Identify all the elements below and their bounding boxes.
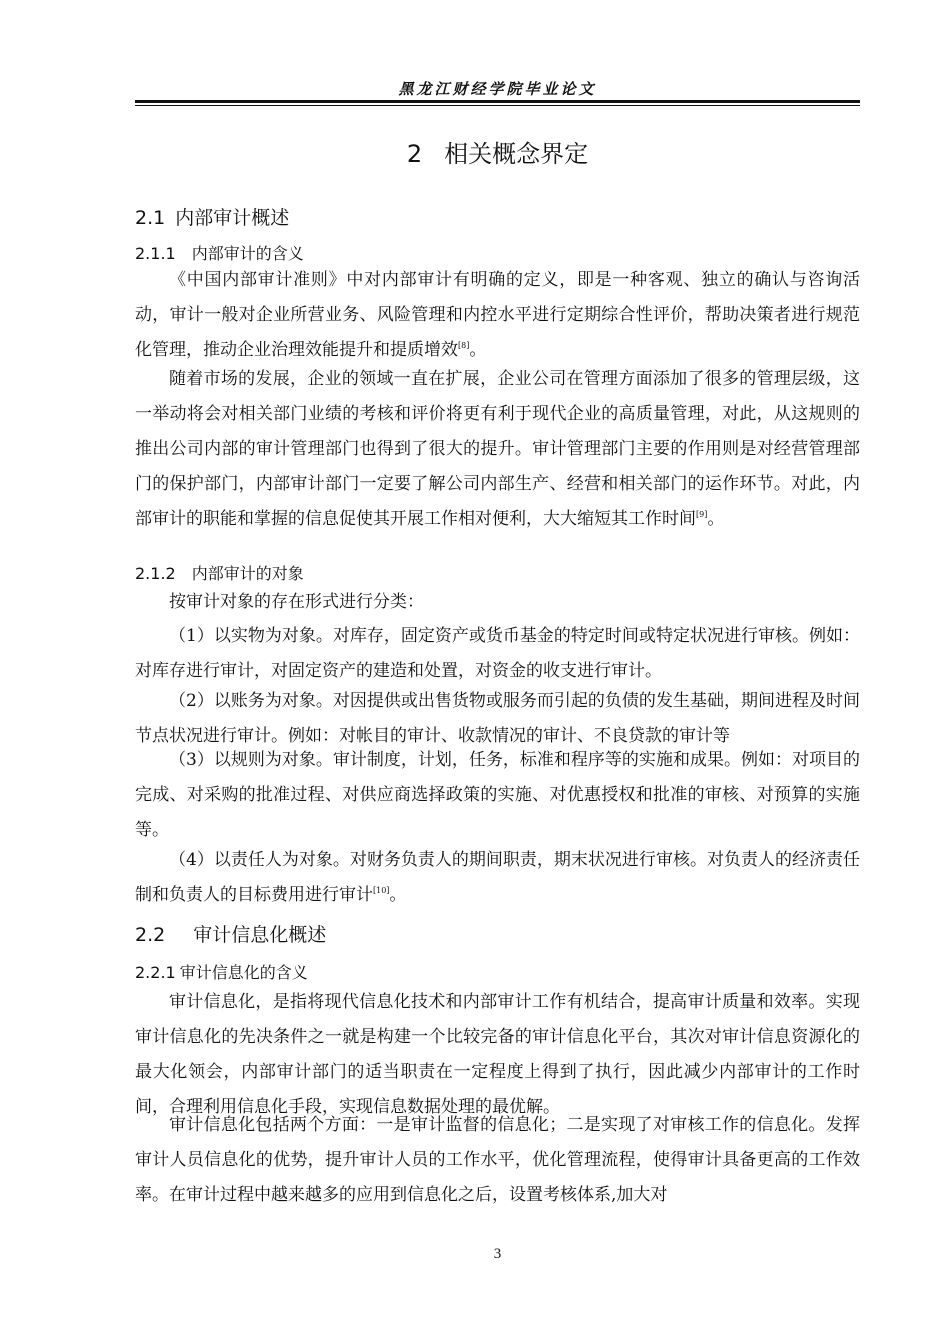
paragraph-item-accounts: （2）以账务为对象。对因提供或出售货物或服务而引起的负债的发生基础，期间进程及时间节点状况进行审计。例如：对帐目的审计、收款情况的审计、不良贷款的审计等 (135, 691, 860, 746)
section-number: 2.2.1 (135, 963, 176, 982)
section-title: 内部审计的含义 (191, 244, 304, 263)
section-title: 审计信息化的含义 (179, 963, 308, 982)
paragraph-market-development: 随着市场的发展，企业的领域一直在扩展，企业公司在管理方面添加了很多的管理层级，这一举动将会对相关部门业绩的考核和评价将更有利于现代企业的高质量管理，对此，从这规则的推出公司内部的审计管理部门也得到了很大的提升。审计管理部门主要的作用则是对经营管理部门的保护部门，内部审计部门一定要了解公司内部生产、经营和相关部门的运作环节。对此，内部审计的职能和掌握的信息促使其开展工作相对便利，大大缩短其工作时间[9]。 (135, 369, 860, 529)
header-rule-thick (135, 100, 860, 103)
chapter-title-text: 相关概念界定 (444, 140, 589, 168)
header-rule-thin (135, 105, 860, 106)
paragraph-audit-informatization-aspects: 审计信息化包括两个方面：一是审计监督的信息化；二是实现了对审核工作的信息化。发挥审计人员信息化的优势，提升审计人员的工作水平，优化管理流程，使得审计具备更高的工作效率。在审计过程中越来越多的应用到信息化之后，设置考核体系,加大对 (135, 1115, 860, 1205)
paragraph-item-physical: （1）以实物为对象。对库存，固定资产或货币基金的特定时间或特定状况进行审核。例如：对库存进行审计，对固定资产的建造和处置，对资金的收支进行审计。 (135, 626, 860, 681)
citation-ref: [10] (373, 886, 390, 895)
paragraph-item-responsible-person: （4）以责任人为对象。对财务负责人的期间职责，期末状况进行审核。对负责人的经济责任制和负责人的目标费用进行审计[10]。 (135, 850, 860, 905)
citation-ref: [9] (696, 510, 708, 519)
citation-ref: [8] (458, 341, 470, 350)
page-number: 3 (493, 1246, 502, 1262)
section-heading-2-2-1 (135, 960, 308, 983)
paragraph-item-rules: （3）以规则为对象。审计制度，计划，任务，标准和程序等的实施和成果。例如：对项目的完成、对采购的批准过程、对供应商选择政策的实施、对优惠授权和批准的审核、对预算的实施等。 (135, 750, 860, 840)
section-title: 内部审计的对象 (191, 564, 304, 583)
section-number: 2.1.1 (135, 244, 176, 263)
section-number: 2.1.2 (135, 564, 176, 583)
section-title: 内部审计概述 (175, 207, 290, 229)
section-heading-2-1 (135, 203, 289, 230)
chapter-title (135, 134, 860, 169)
chapter-number: 2 (406, 140, 423, 168)
paragraph-audit-informatization-definition: 审计信息化，是指将现代信息化技术和内部审计工作有机结合，提高审计质量和效率。实现审计信息化的先决条件之一就是构建一个比较完备的审计信息化平台，其次对审计信息资源化的最大化领会，内部审计部门的适当职责在一定程度上得到了执行，因此减少内部审计的工作时间，合理利用信息化手段，实现信息数据处理的最优解。 (135, 992, 860, 1117)
section-heading-2-1-2 (135, 561, 304, 584)
section-title: 审计信息化概述 (193, 924, 327, 946)
section-heading-2-1-1 (135, 241, 304, 264)
paragraph-internal-audit-definition: 《中国内部审计准则》中对内部审计有明确的定义，即是一种客观、独立的确认与咨询活动，审计一般对企业所营业务、风险管理和内控水平进行定期综合性评价，帮助决策者进行规范化管理，推动企业治理效能提升和提质增效[8]。 (135, 270, 860, 360)
running-header: 黑龙江财经学院毕业论文 (398, 80, 597, 98)
section-heading-2-2 (135, 920, 326, 947)
section-number: 2.1 (135, 207, 166, 229)
section-number: 2.2 (135, 924, 166, 946)
paragraph-classification-intro: 按审计对象的存在形式进行分类： (169, 592, 424, 612)
